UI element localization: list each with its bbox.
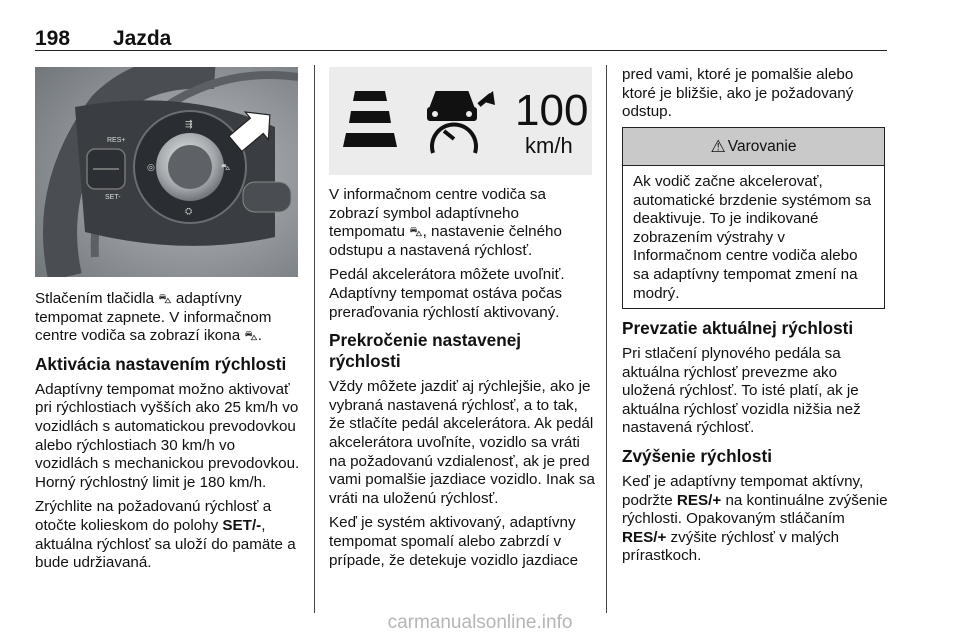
page-header [35, 27, 887, 51]
set-label: SET- [105, 194, 121, 201]
column-3 [622, 66, 888, 128]
column-divider-1 [314, 65, 315, 613]
heading-increase-speed: Zvýšenie rýchlosti [622, 445, 772, 466]
watermark: carmanualsonline.info [387, 612, 573, 633]
paragraph-speed-limits: Adaptívny tempomat možno aktivovať pri rýchlostiach vyšších ako 25 km/h vo vozidlách s automatickou prevodovkou alebo rýchlostiach 30 km/h vo vozidlách s mechanickou prevodovkou. Horný rýchlostný limit je 180 km/h. [35, 380, 300, 491]
car-icon: ⛭ [185, 207, 193, 217]
column-3-lower [622, 318, 888, 572]
acc-car-icon: ⛍ [409, 224, 423, 240]
warning-icon: ⚠ [710, 136, 726, 156]
warning-text: Ak vodič začne akcelerovať, automatické brzdenie systémom sa deaktivuje. To je indikované zobrazením výstrahy v Informačnom centre vodiča alebo sa adaptívny tempomat zmení na modrý. [633, 173, 872, 302]
heading-exceed-speed: Prekročenie nastavenej rýchlosti [329, 330, 522, 372]
page-number: 198 [35, 27, 71, 50]
cluster-speed-unit: km/h [525, 133, 573, 158]
paragraph-pedal-release: Pedál akcelerátora môžete uvoľniť. Adaptívny tempomat ostáva počas preraďovania rýchlostí aktivovaný. [329, 266, 565, 321]
acc-car-icon: ⛍ [244, 328, 258, 344]
distance-icon: ⇶ [185, 120, 193, 130]
acc-car-icon: ⛍ [221, 163, 231, 173]
paragraph-exceed: Vždy môžete jazdiť aj rýchlejšie, ako je vybraná nastavená rýchlosť, a to tak, že stlačíte pedál akcelerátora. Ak pedál akcelerátora uvoľníte, vozidlo sa vráti na požadovanú vzdialenosť, ak je pred vami pomalšie jazdiace vozidlo. Inak sa vráti na uloženú rýchlosť. [329, 378, 595, 507]
paragraph-take-over: Pri stlačení plynového pedála sa aktuálna rýchlosť prevezme ako uložená rýchlosť. To isté platí, ak je aktuálna rýchlosť vozidla nižšia než nastavená rýchlosť. [622, 345, 861, 437]
steering-wheel-image [35, 67, 298, 277]
heading-activation: Aktivácia nastavením rýchlosti [35, 353, 287, 374]
paragraph-braking: Keď je systém aktivovaný, adaptívny tempomat spomalí alebo zabrzdí v prípade, že detekuje vozidlo jazdiace [329, 514, 579, 569]
res-label: RES+ [107, 137, 126, 144]
header-rule [35, 50, 887, 51]
column-1 [35, 290, 301, 579]
column-divider-2 [606, 65, 607, 613]
paragraph-set-speed: Zrýchlite na požadovanú rýchlosť a otočte kolieskom do polohy SET/-, aktuálna rýchlosť sa uloží do pamäte a bude udržiavaná. [35, 498, 296, 572]
paragraph-continuation: pred vami, ktoré je pomalšie alebo ktoré je bližšie, ako je požadovaný odstup. [622, 66, 854, 121]
column-2 [329, 186, 595, 576]
paragraph-cluster-symbol: V informačnom centre vodiča sa zobrazí symbol adaptívneho tempomatu ⛍, nastavenie čelného odstupu a nastavená rýchlosť. [329, 186, 562, 259]
lim-icon: ◎ [147, 163, 155, 173]
heading-take-over-speed: Prevzatie aktuálnej rýchlosti [622, 318, 854, 338]
warning-title: Varovanie [727, 137, 797, 155]
warning-title-bar [623, 128, 884, 166]
cluster-display-image [329, 67, 592, 175]
cluster-speed-value: 100 [515, 86, 589, 135]
acc-car-icon: ⛍ [158, 291, 172, 306]
section-title: Jazda [113, 27, 172, 50]
warning-box [622, 127, 885, 309]
photo-caption: Stlačením tlačidla ⛍ adaptívny tempomat zapnete. V informačnom centre vodiča sa zobrazí ikona ⛍. [35, 290, 272, 345]
paragraph-increase: Keď je adaptívny tempomat aktívny, podržte RES/+ na kontinuálne zvýšenie rýchlosti. Opakovaným stláčaním RES/+ zvýšite rýchlosť v malých prírastkoch. [622, 472, 888, 565]
